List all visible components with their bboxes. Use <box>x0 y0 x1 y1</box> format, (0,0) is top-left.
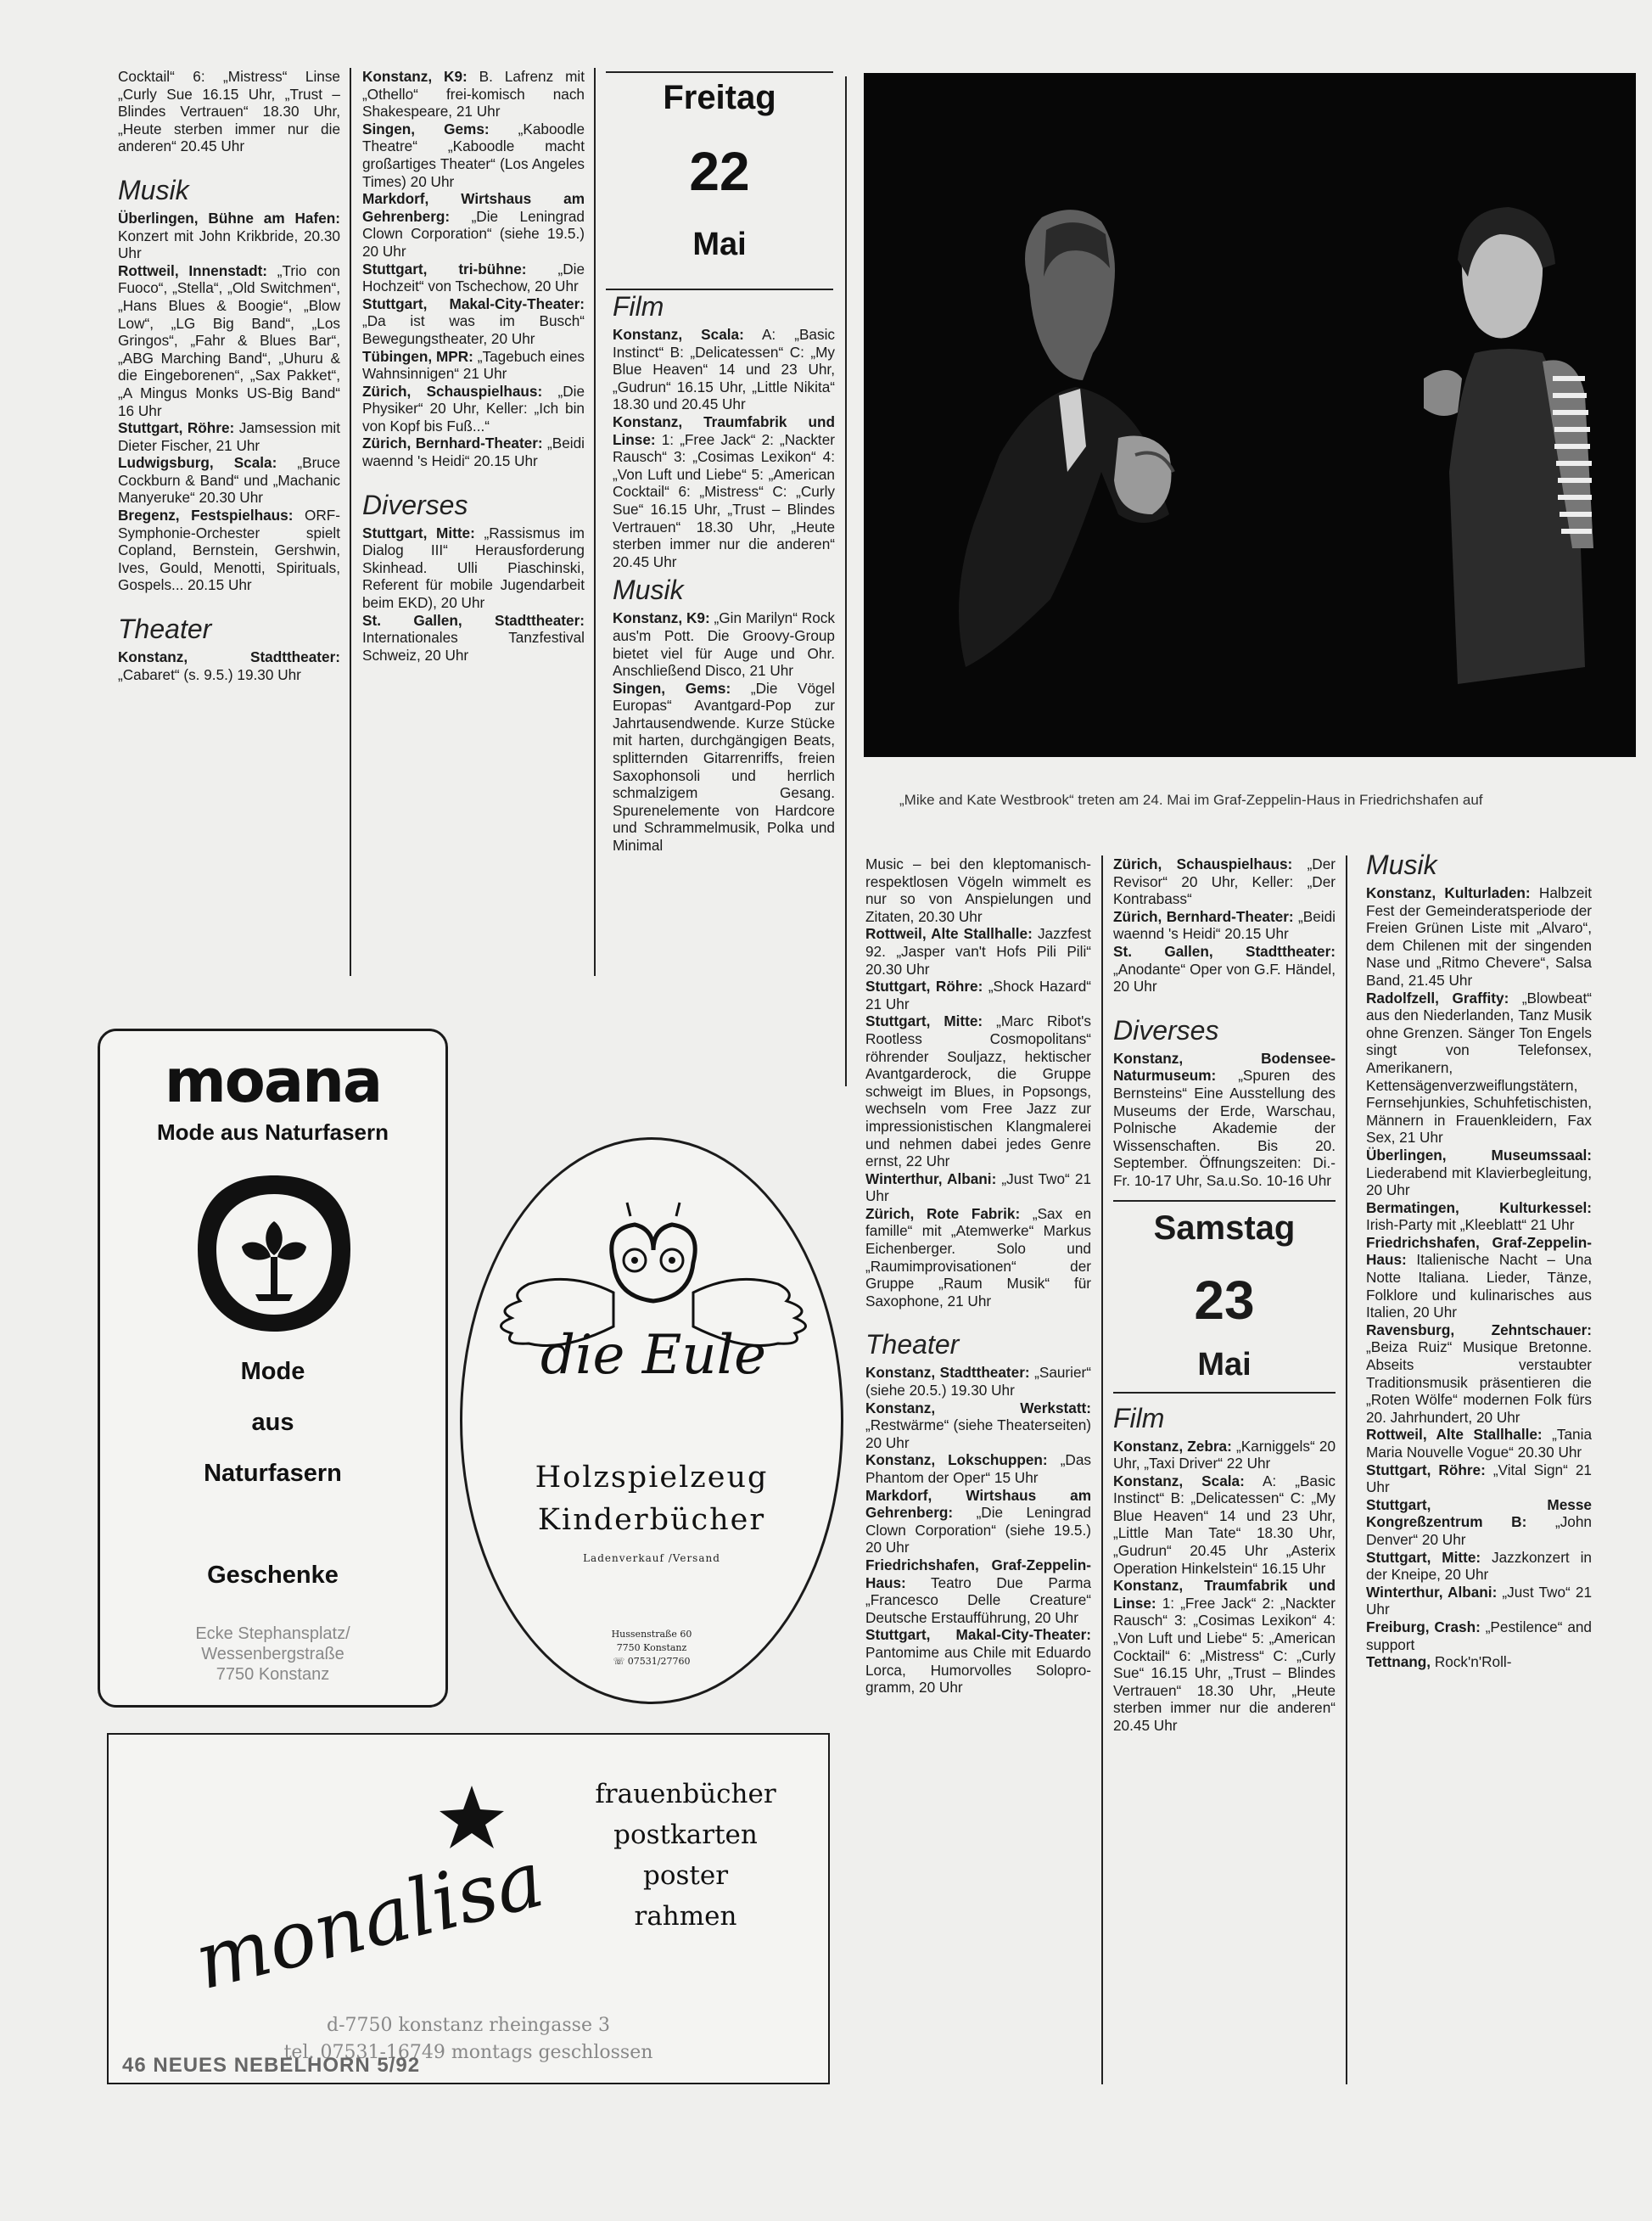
event-text: „Tania Maria Nouvelle Vogue“ 20.30 Uhr <box>1366 1426 1592 1461</box>
venue-name: Zürich, Schauspielhaus: <box>362 382 543 400</box>
event-text: „Beidi waennd 's Heidi“ 20.15 Uhr <box>1113 907 1336 943</box>
event-text: Internationales Tanzfestival Schweiz, 20 Uhr <box>362 629 585 664</box>
event-text: ORF-Symphonie-Orchester spielt Copland, Bernstein, Gershwin, Ives, Gould, Menotti, Spirituals, Gospels... 20.15 Uhr <box>118 507 340 594</box>
monalisa-item: poster <box>642 1860 729 1891</box>
event-text: „Vital Sign“ 21 Uhr <box>1366 1461 1592 1496</box>
listing-entry <box>613 680 835 855</box>
listing-entry <box>362 383 585 435</box>
event-text: „Just Two“ 21 Uhr <box>1366 1583 1592 1618</box>
listing-column-3 <box>613 290 835 1086</box>
event-text: „Die Physiker“ 20 Uhr, Keller: „Ich bin von Kopf bis Fuß...“ <box>362 382 585 435</box>
theater-list <box>362 68 585 470</box>
listing-entry <box>118 262 340 419</box>
monalisa-address: d-7750 konstanz rheingasse 3 <box>327 2015 610 2036</box>
month: Mai <box>692 227 747 262</box>
event-text: „Die Leningrad Clown Corporation“ (siehe 19.5.) 20 Uhr <box>865 1504 1091 1556</box>
venue-name: Zürich, Rote Fabrik: <box>865 1204 1021 1222</box>
event-text: „Pestilence“ and support <box>1366 1618 1592 1653</box>
event-text: „John Denver“ 20 Uhr <box>1366 1513 1592 1548</box>
venue-name: Konstanz, Stadttheater: <box>865 1364 1030 1382</box>
listing-entry <box>865 1487 1091 1556</box>
eule-line: Kinderbücher <box>537 1503 766 1537</box>
film-list <box>1113 1438 1336 1735</box>
section-title-diverses: Diverses <box>1113 1014 1219 1046</box>
event-text: Teatro Due Parma „Francesco Delle Creature“ Deutsche Erstaufführung, 20 Uhr <box>865 1573 1091 1626</box>
listing-entry <box>1366 1199 1592 1234</box>
page-footer: 46 NEUES NEBELHORN 5/92 <box>122 2054 421 2077</box>
venue-name: Singen, Gems: <box>613 679 731 697</box>
venue-name: Zürich, Schauspielhaus: <box>1113 855 1293 872</box>
column-divider <box>845 76 847 1086</box>
event-text: „Sax en famille“ mit „Atemwerke“ Markus Eichenberger. Solo und „Raumimprovisationen“ der Gruppe „Raum Musik“ für Saxophone, 21 Uhr <box>865 1204 1091 1310</box>
diverses-list <box>362 524 585 665</box>
venue-name: St. Gallen, Stadttheater: <box>1113 942 1336 960</box>
listing-entry <box>865 1364 1091 1399</box>
event-text: Italienische Nacht – Una Notte Italiana. Lieder, Tänze, Folklore und kulinarisches aus Italien, 20 Uhr <box>1366 1251 1592 1321</box>
monalisa-item: postkarten <box>613 1820 758 1850</box>
monalisa-item: rahmen <box>634 1901 737 1932</box>
venue-name: Konstanz, Scala: <box>613 326 744 343</box>
venue-name: Stuttgart, Makal-City-Theater: <box>362 294 585 312</box>
event-text: „Rassismus im Dialog III“ Herausforderung Skinhead. Ulli Piaschinski, Referent für mobile Jugendarbeit beim EKD), 20 Uhr <box>362 524 585 612</box>
listing-entry <box>362 68 585 121</box>
event-text: „Gin Marilyn“ Rock aus'm Pott. Die Groovy-Group bietet viel für Auge und Ohr. Anschließend Disco, 21 Uhr <box>613 609 835 680</box>
venue-name: Konstanz, K9: <box>362 68 468 85</box>
venue-name: Konstanz, Traumfabrik und Linse: <box>1113 1577 1336 1612</box>
event-text: A: „Basic Instinct“ B: „Delicatessen“ C: „My Blue Heaven“ 14 und 23 Uhr, „Little Man Tate“ 18.30 Uhr, „Gudrun“ 20.45 Uhr „Asterix Operation Hinkelstein“ 16.15 Uhr <box>1113 1472 1336 1577</box>
monalisa-item: frauenbücher <box>595 1779 776 1809</box>
day-header-rule <box>1113 1392 1336 1394</box>
moana-tagline: Mode aus Naturfasern <box>156 1119 389 1145</box>
venue-name: Stuttgart, Mitte: <box>865 1012 983 1030</box>
venue-name: Überlingen, Bühne am Hafen: <box>118 209 340 227</box>
section-title-film: Film <box>613 291 664 322</box>
listing-entry <box>1113 1577 1336 1734</box>
weekday: Freitag <box>663 79 776 116</box>
venue-name: St. Gallen, Stadttheater: <box>362 611 585 629</box>
moana-word: Geschenke <box>207 1562 339 1589</box>
ad-moana <box>98 1029 448 1708</box>
listing-column-2 <box>362 68 585 976</box>
listing-entry <box>362 348 585 383</box>
listing-entry <box>613 609 835 679</box>
listing-column-7 <box>1366 849 1592 2084</box>
venue-name: Tübingen, MPR: <box>362 347 473 365</box>
listing-entry <box>1366 884 1592 990</box>
moana-word: Naturfasern <box>204 1460 342 1487</box>
event-text: Rock'n'Roll- <box>1431 1653 1512 1671</box>
venue-name: Freiburg, Crash: <box>1366 1618 1481 1635</box>
eule-logo-text: die Eule <box>540 1324 766 1386</box>
listing-entry <box>1113 908 1336 943</box>
listing-entry <box>865 1399 1091 1452</box>
listing-entry <box>1113 1472 1336 1578</box>
moana-word: aus <box>251 1409 294 1436</box>
listing-entry <box>118 648 340 683</box>
listing-entry <box>1366 1653 1592 1671</box>
column-divider <box>1346 855 1347 2084</box>
listing-entry <box>1366 1234 1592 1321</box>
venue-name: Friedrichshafen, Graf-Zeppelin-Haus: <box>1366 1233 1592 1269</box>
listing-entry <box>362 190 585 260</box>
listing-entry <box>1366 1147 1592 1199</box>
listing-entry <box>613 413 835 570</box>
event-text: Jazzfest 92. „Jasper van't Hofs Pili Pili“ 20.30 Uhr <box>865 925 1091 978</box>
venue-name: Konstanz, Bodensee-Naturmuseum: <box>1113 1049 1336 1085</box>
moana-address <box>100 1624 445 1685</box>
listing-entry <box>362 524 585 612</box>
venue-name: Ravensburg, Zehntschauer: <box>1366 1321 1592 1338</box>
listing-column-1 <box>118 68 340 976</box>
listing-entry <box>1366 1461 1592 1496</box>
event-text: „Cabaret“ (s. 9.5.) 19.30 Uhr <box>118 665 301 683</box>
listing-entry <box>362 435 585 469</box>
venue-name: Zürich, Bernhard-Theater: <box>1113 907 1294 925</box>
section-title-theater: Theater <box>865 1329 960 1360</box>
venue-name: Konstanz, Stadttheater: <box>118 648 340 666</box>
day-header-friday <box>606 76 833 265</box>
venue-name: Stuttgart, Mitte: <box>362 524 475 541</box>
venue-name: Konstanz, Traumfabrik und Linse: <box>613 412 835 448</box>
event-text: „Beiza Ruiz“ Musique Bretonne. Abseits verstaubter Traditionsmusik präsentieren die „Roten Wölfe“ modernen Folk fürs 20. Jahrhundert, 20 Uhr <box>1366 1338 1592 1426</box>
owl-logo <box>478 1191 829 1386</box>
event-text: A: „Basic Instinct“ B: „Delicatessen“ C: „My Blue Heaven“ 14 und 23 Uhr, „Gudrun“ 16.15 Uhr, „Little Nikita“ 18.30 und 20.45 Uhr <box>613 326 835 413</box>
event-text: Halbzeit Fest der Gemeinderatsperiode der Freien Grünen Liste mit „Alvaro“, dem Chilenen mit der singenden Nase und „Ritmo Chevere“, Salsa Band, 21.45 Uhr <box>1366 884 1592 989</box>
day-number: 23 <box>1194 1269 1255 1331</box>
event-text: „Tagebuch eines Wahnsinnigen“ 21 Uhr <box>362 347 585 383</box>
event-text: „Die Vögel Europas“ Avantgard-Pop zur Jahrtausendwende. Kurze Stücke mit harten, durchgängigen Beats, splitternden Gitarrenriffs, freien Saxophonsoli und herrlich schmalzigem Gesang. Spurenelemente von Hardcore und Schrammelmusik, Polka und Minimal <box>613 679 835 855</box>
section-title-diverses: Diverses <box>362 489 468 520</box>
listing-entry <box>865 1205 1091 1310</box>
event-text: Irish-Party mit „Kleeblatt“ 21 Uhr <box>1366 1216 1575 1234</box>
address-line: Wessenbergstraße <box>201 1645 344 1663</box>
listing-entry <box>865 1451 1091 1486</box>
listing-entry <box>118 507 340 594</box>
theater-list <box>1113 855 1336 996</box>
listing-entry <box>865 925 1091 978</box>
listing-entry <box>865 978 1091 1012</box>
ad-die-eule <box>460 1137 843 1704</box>
listing-entry <box>1113 943 1336 996</box>
intro-text: Cocktail“ 6: „Mistress“ Linse „Curly Sue 16.15 Uhr, „Trust – Blindes Vertrauen“ 18.30 Uhr, „Heute sterben immer nur die anderen“ 20.45 Uhr <box>118 68 340 155</box>
listing-entry <box>118 454 340 507</box>
venue-name: Singen, Gems: <box>362 120 490 137</box>
listing-entry <box>362 261 585 295</box>
venue-name: Winterthur, Albani: <box>865 1169 997 1187</box>
listing-entry <box>1113 855 1336 908</box>
venue-name: Rottweil, Alte Stallhalle: <box>1366 1426 1543 1444</box>
cotton-plant-icon <box>189 1169 359 1338</box>
eule-address-line: Hussenstraße 60 <box>611 1629 692 1640</box>
listing-entry <box>1366 1321 1592 1427</box>
venue-name: Rottweil, Alte Stallhalle: <box>865 925 1033 943</box>
listing-entry <box>1366 990 1592 1147</box>
eule-subline: Ladenverkauf /Versand <box>583 1552 720 1564</box>
venue-name: Stuttgart, Röhre: <box>1366 1461 1486 1478</box>
address-line: 7750 Konstanz <box>216 1665 330 1684</box>
venue-name: Konstanz, K9: <box>613 609 710 627</box>
event-text: „Blowbeat“ aus den Niederlanden, Tanz Musik ohne Grenzen. Sänger Ton Engels singt von Telefonsex, Amerikanern, Kettensägenverzweiflungstätern, Fernsehjunkies, Schuhfetischisten, Männern in Frauenkleidern, Fax Sex, 21 Uhr <box>1366 989 1592 1147</box>
diverses-list <box>1113 1050 1336 1190</box>
listing-entry <box>613 326 835 413</box>
event-text: „Shock Hazard“ 21 Uhr <box>865 978 1091 1012</box>
weekday: Samstag <box>1153 1209 1296 1247</box>
column-divider <box>594 68 596 976</box>
venue-name: Zürich, Bernhard-Theater: <box>362 435 543 452</box>
venue-name: Stuttgart, Mitte: <box>1366 1548 1481 1566</box>
event-text: „Anodante“ Oper von G.F. Händel, 20 Uhr <box>1113 960 1336 996</box>
venue-name: Stuttgart, Messe Kongreßzentrum B: <box>1366 1495 1592 1531</box>
venue-name: Winterthur, Albani: <box>1366 1583 1498 1601</box>
listing-entry <box>1366 1549 1592 1584</box>
event-text: „Die Hochzeit“ von Tschechow, 20 Uhr <box>362 260 585 295</box>
venue-name: Überlingen, Museumssaal: <box>1366 1146 1592 1164</box>
event-text: 1: „Free Jack“ 2: „Nackter Rausch“ 3: „Cosimas Lexikon“ 4: „Von Luft und Liebe“ 5: „American Cocktail“ 6: „Mistress“ C: „Curly Sue“ 16.15 Uhr, „Trust – Blindes Vertrauen“ 18.30 Uhr, „Heute sterben immer nur die anderen“ 20.45 Uhr <box>1113 1594 1336 1734</box>
day-header-saturday <box>1113 1207 1336 1385</box>
event-text: Konzert mit John Krikbride, 20.30 Uhr <box>118 227 340 262</box>
eule-address-line: 7750 Konstanz <box>616 1642 687 1653</box>
theater-list <box>118 648 340 683</box>
column-divider <box>1101 855 1103 2084</box>
listing-entry <box>865 1012 1091 1169</box>
listing-entry <box>362 612 585 665</box>
event-text: „Die Leningrad Clown Corporation“ (siehe 19.5.) 20 Uhr <box>362 207 585 260</box>
section-title-musik: Musik <box>613 575 684 606</box>
venue-name: Bregenz, Festspielhaus: <box>118 507 294 524</box>
venue-name: Tettnang, <box>1366 1653 1431 1671</box>
event-text: „Just Two“ 21 Uhr <box>865 1169 1091 1205</box>
listing-column-5 <box>865 855 1091 2084</box>
venue-name: Rottweil, Innenstadt: <box>118 261 268 279</box>
venue-name: Markdorf, Wirtshaus am Gehrenberg: <box>362 190 585 225</box>
venue-name: Radolfzell, Graffity: <box>1366 989 1509 1007</box>
listing-entry <box>1113 1050 1336 1190</box>
event-text: „Bruce Cockburn & Band“ und „Machanic Manyeruke“ 20.30 Uhr <box>118 454 340 507</box>
musik-list <box>1366 884 1592 1671</box>
listing-entry <box>1113 1438 1336 1472</box>
listing-entry <box>865 1556 1091 1626</box>
event-text: „Das Phantom der Oper“ 15 Uhr <box>865 1451 1091 1486</box>
venue-name: Konstanz, Kulturladen: <box>1366 884 1531 901</box>
listing-entry <box>362 121 585 190</box>
theater-list <box>865 1364 1091 1696</box>
photo-caption: „Mike and Kate Westbrook“ treten am 24. Mai im Graf-Zeppelin-Haus in Friedrichshafen auf <box>899 792 1483 808</box>
day-header-rule <box>606 71 833 73</box>
venue-name: Markdorf, Wirtshaus am Gehrenberg: <box>865 1486 1091 1522</box>
listing-entry <box>118 210 340 262</box>
event-text: Jazzkonzert in der Kneipe, 20 Uhr <box>1366 1548 1592 1584</box>
venue-name: Stuttgart, tri-bühne: <box>362 260 527 278</box>
eule-line: Holzspielzeug <box>535 1461 769 1495</box>
event-text: Jamsession mit Dieter Fischer, 21 Uhr <box>118 419 340 454</box>
venue-name: Bermatingen, Kulturkessel: <box>1366 1198 1592 1216</box>
monalisa-logo-text: monalisa <box>186 1833 552 2008</box>
event-text: Liederabend mit Klavierbegleitung, 20 Uhr <box>1366 1164 1592 1199</box>
event-text: 1: „Free Jack“ 2: „Nackter Rausch“ 3: „Cosimas Lexikon“ 4: „Von Luft und Liebe“ 5: „American Cocktail“ 6: „Mistress“ C: „Curly Sue“ 16.15 Uhr, „Trust – Blindes Vertrauen“ 18.30 Uhr, „Heute sterben immer nur die anderen“ 20.45 Uhr <box>613 430 835 570</box>
section-title-theater: Theater <box>118 614 212 645</box>
musik-list <box>865 925 1091 1310</box>
event-text: „Trio con Fuoco“, „Stella“, „Old Switchmen“, „Hans Blues & Boogie“, „Blow Low“, „LG Big Band“, „Los Gringos“, „Fahr & Blues Bar“, „ABG Marching Band“, „Uhuru & die Eingeborenen“, „Sax Pakket“, „A Mingus Monks US-Big Band“ 16 Uhr <box>118 261 340 419</box>
venue-name: Ludwigsburg, Scala: <box>118 454 277 472</box>
event-text: „Saurier“ (siehe 20.5.) 19.30 Uhr <box>865 1364 1091 1399</box>
section-title-musik: Musik <box>1366 850 1437 880</box>
musik-list <box>118 210 340 594</box>
venue-name: Konstanz, Scala: <box>1113 1472 1245 1489</box>
listing-entry <box>1366 1584 1592 1618</box>
film-list <box>613 326 835 570</box>
ad-monalisa <box>107 1733 830 2084</box>
month: Mai <box>1197 1346 1252 1383</box>
moana-logo-text: moana <box>164 1046 382 1116</box>
eule-phone: ☏ 07531/27760 <box>613 1656 691 1667</box>
monalisa-phone: tel. 07531-16749 montags geschlossen <box>283 2042 653 2063</box>
listing-entry <box>865 1626 1091 1696</box>
musik-list <box>613 609 835 854</box>
listing-entry <box>1366 1496 1592 1549</box>
venue-name: Friedrichshafen, Graf-Zeppelin-Haus: <box>865 1556 1091 1591</box>
event-text: „Marc Ribot's Rootless Cosmopolitans“ röhrender Souljazz, hektischer Avantgarderock, die Gruppe schweigt im Blues, in Popsongs, wechseln vom Free Jazz zur impressionistischen Klangmalerei und nehmen dabei jedes Genre ernst, 22 Uhr <box>865 1012 1091 1170</box>
event-text: „Der Revisor“ 20 Uhr, Keller: „Der Kontrabass“ <box>1113 855 1336 908</box>
venue-name: Stuttgart, Makal-City-Theater: <box>865 1626 1091 1644</box>
venue-name: Konstanz, Werkstatt: <box>865 1399 1091 1416</box>
event-text: „Kaboodle Theatre“ „Kaboodle macht großartiges Theater“ (Los Angeles Times) 20 Uhr <box>362 120 585 190</box>
event-text: B. Lafrenz mit „Othello“ frei-komisch nach Shakespeare, 21 Uhr <box>362 68 585 121</box>
venue-name: Konstanz, Zebra: <box>1113 1437 1232 1455</box>
concert-photo <box>864 73 1636 757</box>
address-line: Ecke Stephansplatz/ <box>195 1624 350 1643</box>
day-header-rule <box>1113 1200 1336 1202</box>
event-text: Pantomime aus Chile mit Eduardo Lorca, Humorvolles Solopro-gramm, 20 Uhr <box>865 1643 1091 1697</box>
musik-continuation: Music – bei den kleptomanisch-respektlosen Vögeln wimmelt es nur so von Anspielungen und Zitaten, 20.30 Uhr <box>865 855 1091 925</box>
event-text: „Spuren des Bernsteins“ Eine Ausstellung des Museums der Erde, Warschau, Polnische Akademie der Wissenschaften. Bis 20. September. Öffnungszeiten: Di.-Fr. 10-17 Uhr, Sa.u.So. 10-16 Uhr <box>1113 1067 1336 1189</box>
listing-entry <box>865 1170 1091 1205</box>
venue-name: Stuttgart, Röhre: <box>865 978 983 996</box>
monalisa-logo <box>134 1760 609 2015</box>
venue-name: Stuttgart, Röhre: <box>118 419 235 437</box>
section-title-film: Film <box>1113 1402 1165 1433</box>
day-number: 22 <box>689 141 750 202</box>
column-divider <box>350 68 351 976</box>
event-text: „Da ist was im Busch“ Bewegungstheater, 20 Uhr <box>362 312 585 347</box>
section-title-musik: Musik <box>118 174 189 205</box>
venue-name: Konstanz, Lokschuppen: <box>865 1451 1048 1469</box>
event-text: „Beidi waennd 's Heidi“ 20.15 Uhr <box>362 435 585 470</box>
listing-entry <box>1366 1426 1592 1461</box>
star-icon <box>440 1786 504 1848</box>
listing-entry <box>118 419 340 454</box>
event-text: „Restwärme“ (siehe Theaterseiten) 20 Uhr <box>865 1416 1091 1451</box>
event-text: „Karniggels“ 20 Uhr, „Taxi Driver“ 22 Uhr <box>1113 1437 1336 1472</box>
listing-entry <box>1366 1618 1592 1653</box>
listing-column-6 <box>1113 855 1336 2084</box>
listing-entry <box>362 295 585 348</box>
moana-word: Mode <box>240 1358 305 1385</box>
